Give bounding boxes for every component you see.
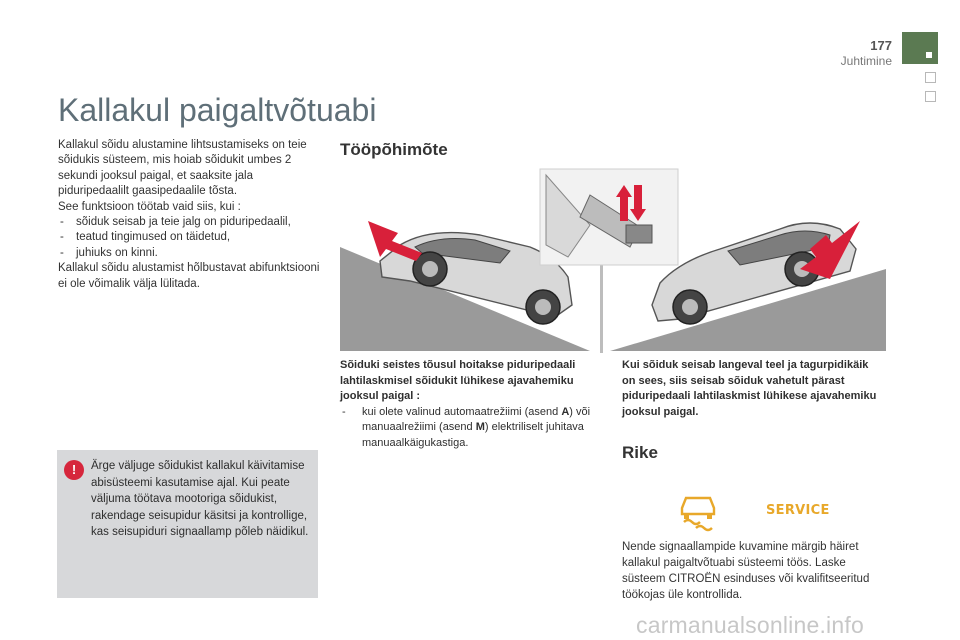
- service-warning-icon: SERVICE: [766, 503, 830, 518]
- condition-item: - teatud tingimused on täidetud,: [58, 230, 320, 245]
- section-tab[interactable]: [925, 91, 936, 102]
- conditions-list: [58, 215, 320, 261]
- pedal-inset: [540, 169, 678, 265]
- mode-m-label: M: [475, 421, 485, 434]
- fault-text: Nende signaallampide kuvamine märgib häiret kallakul paigaltvõtuabi süsteemi töös. Laske süsteem CITROËN esinduses või kvalifitseeritud töökojas üle kontrollida.: [622, 541, 870, 601]
- skid-warning-icon: [676, 494, 720, 532]
- section-name: Juhtimine: [840, 54, 892, 68]
- intro-paragraph: See funktsioon töötab vaid siis, kui :: [58, 200, 241, 213]
- caption-uphill: [340, 358, 605, 452]
- caption-text: ) elektriliselt juhitava manuaalkäigukastiga.: [362, 421, 584, 449]
- warning-box: [57, 450, 318, 598]
- caption-text: ) või manuaalrežiimi (asend: [362, 405, 591, 434]
- intro-paragraph: Kallakul sõidu alustamist hõlbustavat abifunktsiooni ei ole võimalik välja lülitada.: [58, 262, 320, 290]
- exclamation-icon: !: [64, 460, 84, 480]
- caption-uphill-bullet: [340, 405, 605, 452]
- condition-item: - sõiduk seisab ja teie jalg on piduripedaalil,: [58, 215, 320, 230]
- mode-a-label: A: [561, 405, 570, 418]
- caption-text: kui olete valinud automaatrežiimi (asend: [362, 405, 562, 418]
- caption-downhill: Kui sõiduk seisab langeval teel ja tagurpidikäik on sees, siis seisab sõiduk vahetult pärast piduripedaali lahtilaskmist lühikese ajavahemiku jooksul paigal.: [622, 359, 877, 418]
- section-heading-principle: Tööpõhimõte: [340, 140, 448, 159]
- warning-text: Ärge väljuge sõidukist kallakul käivitamise abisüsteemi kasutamise ajal. Kui peate väljuma töötava mootoriga sõidukist, rakendage seisupidur käsitsi ja kontrollige, kas seisupiduri signaallamp põleb näidikul.: [91, 460, 309, 538]
- caption-uphill-bold: Sõiduki seistes tõusul hoitakse piduripedaali lahtilaskmisel sõidukit lühikese ajavahemiku jooksul paigal :: [340, 359, 576, 403]
- section-heading-fault: Rike: [622, 443, 658, 462]
- page-number: 177: [870, 38, 892, 53]
- intro-text: [58, 138, 320, 292]
- tab-marker: [926, 52, 932, 58]
- watermark: carmanualsonline.info: [636, 612, 864, 638]
- page-title: Kallakul paigaltvõtuabi: [58, 92, 377, 128]
- condition-item: - juhiuks on kinni.: [58, 246, 320, 261]
- hill-start-illustration: [340, 165, 886, 353]
- section-tab-active[interactable]: [902, 32, 938, 64]
- section-tab[interactable]: [925, 72, 936, 83]
- intro-paragraph: Kallakul sõidu alustamine lihtsustamiseks on teie sõidukis süsteem, mis hoiab sõidukit umbes 2 sekundi jooksul paigal, et saaksite jala piduripedaalilt gaasipedaalile tõsta.: [58, 139, 307, 198]
